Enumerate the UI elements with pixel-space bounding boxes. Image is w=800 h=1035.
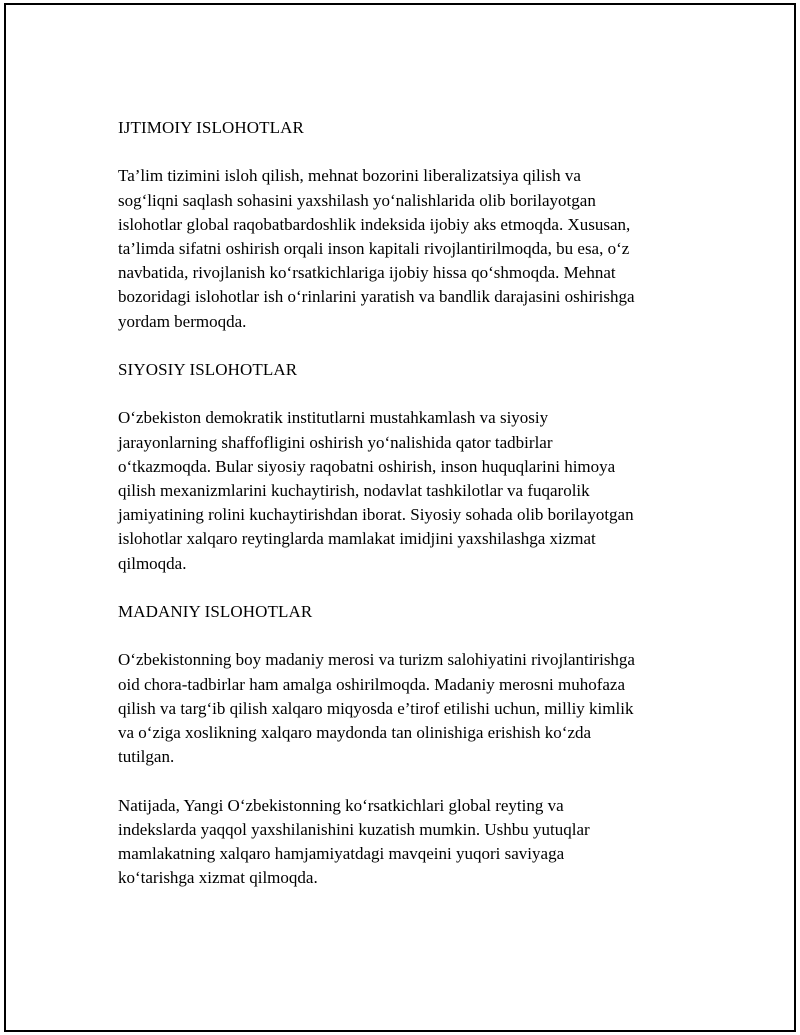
- spacer: [118, 334, 698, 358]
- paragraph-ijtimoiy: [118, 164, 698, 333]
- paragraph-line: Natijada, Yangi O‘zbekistonning ko‘rsatkichlari global reyting va: [118, 795, 564, 815]
- paragraph-line: yordam bermoqda.: [118, 311, 247, 331]
- spacer: [118, 769, 698, 793]
- spacer: [118, 382, 698, 406]
- paragraph-siyosiy: [118, 406, 698, 575]
- paragraph-line: bozoridagi islohotlar ish o‘rinlarini yaratish va bandlik darajasini oshirishga: [118, 287, 635, 307]
- spacer: [118, 576, 698, 600]
- paragraph-line: o‘tkazmoqda. Bular siyosiy raqobatni oshirish, inson huquqlarini himoya: [118, 456, 616, 476]
- paragraph-line: qilish mexanizmlarini kuchaytirish, nodavlat tashkilotlar va fuqarolik: [118, 481, 590, 500]
- paragraph-line: islohotlar xalqaro reytinglarda mamlakat imidjini yaxshilashga xizmat: [118, 529, 596, 549]
- paragraph-conclusion: [118, 794, 698, 891]
- spacer: [118, 624, 698, 648]
- paragraph-line: navbatida, rivojlanish ko‘rsatkichlariga ijobiy hissa qo‘shmoqda. Mehnat: [118, 263, 616, 283]
- document-body: [118, 116, 698, 890]
- paragraph-line: qilish va targ‘ib qilish xalqaro miqyosda e’tirof etilishi uchun, milliy kimlik: [118, 698, 634, 718]
- paragraph-line: O‘zbekiston demokratik institutlarni mustahkamlash va siyosiy: [118, 408, 549, 428]
- paragraph-line: va o‘ziga xoslikning xalqaro maydonda tan olinishiga erishish ko‘zda: [118, 723, 592, 742]
- paragraph-line: jamiyatining rolini kuchaytirishdan iborat. Siyosiy sohada olib borilayotgan: [118, 505, 634, 525]
- paragraph-line: indekslarda yaqqol yaxshilanishini kuzatish mumkin. Ushbu yutuqlar: [118, 819, 590, 839]
- paragraph-line: oid chora-tadbirlar ham amalga oshirilmoqda. Madaniy merosni muhofaza: [118, 674, 626, 694]
- paragraph-line: jarayonlarning shaffofligini oshirish yo‘nalishida qator tadbirlar: [118, 432, 553, 452]
- section-heading-ijtimoiy: IJTIMOIY ISLOHOTLAR: [118, 118, 304, 137]
- paragraph-line: ko‘tarishga xizmat qilmoqda.: [118, 868, 318, 888]
- paragraph-line: Ta’lim tizimini isloh qilish, mehnat bozorini liberalizatsiya qilish va: [118, 166, 581, 186]
- paragraph-line: ta’limda sifatni oshirish orqali inson kapitali rivojlantirilmoqda, bu esa, o‘z: [118, 239, 630, 258]
- paragraph-line: O‘zbekistonning boy madaniy merosi va turizm salohiyatini rivojlantirishga: [118, 650, 635, 670]
- paragraph-line: mamlakatning xalqaro hamjamiyatdagi mavqeini yuqori saviyaga: [118, 844, 565, 863]
- section-heading-siyosiy: SIYOSIY ISLOHOTLAR: [118, 360, 298, 379]
- paragraph-line: islohotlar global raqobatbardoshlik indeksida ijobiy aks etmoqda. Xususan,: [118, 214, 631, 234]
- section-heading-madaniy: MADANIY ISLOHOTLAR: [118, 602, 313, 621]
- paragraph-line: qilmoqda.: [118, 553, 187, 573]
- paragraph-madaniy: [118, 648, 698, 769]
- spacer: [118, 140, 698, 164]
- paragraph-line: tutilgan.: [118, 747, 175, 767]
- paragraph-line: sog‘liqni saqlash sohasini yaxshilash yo‘nalishlarida olib borilayotgan: [118, 190, 596, 210]
